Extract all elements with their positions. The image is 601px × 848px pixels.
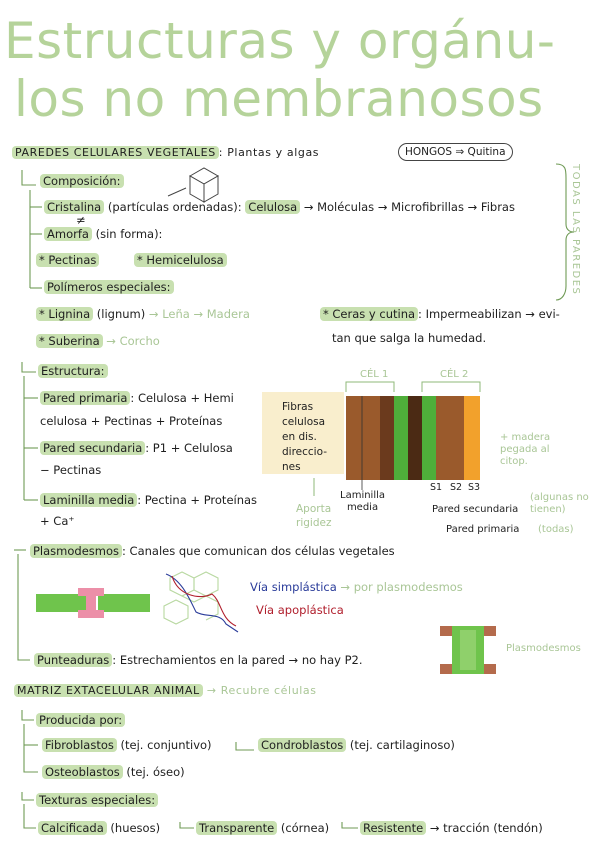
via-apoplastica: Vía apoplástica (256, 603, 344, 617)
lignina-note-3: citop. (500, 456, 528, 467)
laminilla-media-2: media (346, 502, 379, 513)
laminilla-media-diag (340, 490, 385, 514)
page-title-line2: los no membranosos (14, 70, 544, 128)
plasmodesmos-text: Plasmodesmos (30, 544, 122, 558)
resistente-text: Resistente (360, 821, 426, 835)
fibroblastos-row (42, 738, 212, 752)
laminilla-text: Laminilla media (40, 493, 137, 507)
matriz-header-text: MATRIZ EXTACELULAR ANIMAL (14, 684, 203, 697)
calcificada-row (38, 821, 160, 835)
condroblastos-row (258, 738, 455, 752)
hemicelulosa (134, 253, 227, 267)
punteaduras-text: Punteaduras (34, 653, 112, 667)
laminilla-desc2: + Ca⁺ (40, 514, 75, 528)
polimeros-text: Polímeros especiales: (44, 280, 174, 294)
pared-primaria-row (40, 391, 234, 405)
pared-primaria-text: Pared primaria (40, 391, 130, 405)
pectinas-text: * Pectinas (36, 253, 99, 267)
composicion-text: Composición: (40, 174, 124, 188)
polimeros-label (44, 280, 174, 294)
laminilla-media-1: Laminilla (340, 490, 386, 501)
plasmodesmos-desc: : Canales que comunican dos células vegetales (122, 544, 395, 558)
amorfa-desc: (sin forma): (95, 227, 163, 241)
lignina-arrow: → Leña → Madera (148, 307, 250, 321)
fibras-label (282, 400, 327, 475)
matriz-header-arrow: → Recubre células (206, 684, 317, 697)
plasmodesmos-side-label: Plasmodesmos (506, 643, 581, 654)
algunas-1: (algunas no (530, 492, 589, 503)
ceras-desc2: tan que salga la humedad. (332, 331, 487, 345)
composicion-label (40, 174, 124, 188)
osteoblastos-text: Osteoblastos (42, 765, 123, 779)
matriz-header (14, 684, 317, 698)
transparente-desc: (córnea) (280, 821, 330, 835)
resistente-row (360, 821, 543, 835)
via-simplastica-text: Vía simplástica (250, 580, 337, 594)
cel2-label: CÉL 2 (440, 369, 469, 380)
suberina-row (36, 334, 160, 348)
fibras-label-3: en dis. (282, 431, 317, 443)
texturas-label (36, 793, 158, 807)
condroblastos-desc: (tej. cartilaginoso) (349, 738, 455, 752)
punteaduras-row (34, 653, 363, 667)
todas-note: (todas) (538, 524, 574, 535)
aporta-1: Aporta (296, 503, 332, 515)
lignina-note-2: pegada al (500, 444, 550, 455)
paredes-header (12, 146, 319, 160)
ceras-row (320, 307, 560, 321)
ceras-desc: : Impermeabilizan → evi- (418, 307, 560, 321)
transparente-text: Transparente (196, 821, 277, 835)
paredes-header-text: PAREDES CELULARES VEGETALES (12, 146, 219, 159)
via-simplastica (250, 580, 463, 594)
texturas-text: Texturas especiales: (36, 793, 158, 807)
hongos-box: HONGOS ⇒ Quitina (398, 143, 513, 161)
pared-secundaria-diag: Pared secundaria (432, 504, 519, 515)
pared-secundaria-row (40, 441, 233, 455)
osteoblastos-row (42, 765, 185, 779)
lignina-desc: (lignum) (96, 307, 146, 321)
pared-secundaria-text: Pared secundaria (40, 441, 145, 455)
pectinas (36, 253, 99, 267)
fibras-label-5: nes (282, 461, 301, 473)
producida-text: Producida por: (36, 713, 125, 727)
laminilla-desc: : Pectina + Proteínas (137, 493, 258, 507)
osteoblastos-desc: (tej. óseo) (126, 765, 185, 779)
suberina-text: * Suberina (36, 334, 103, 348)
hemicelulosa-text: * Hemicelulosa (134, 253, 227, 267)
lignina-note-1: + madera (500, 432, 551, 443)
suberina-arrow: → Corcho (106, 334, 160, 348)
s2-label: S2 (450, 482, 463, 493)
punteaduras-desc: : Estrechamientos en la pared → no hay P2. (112, 653, 363, 667)
aporta-label (296, 502, 331, 530)
pared-secundaria-desc2: − Pectinas (40, 463, 102, 477)
via-simplastica-arrow: → por plasmodesmos (340, 580, 463, 594)
neq-symbol: ≠ (76, 213, 86, 227)
fibroblastos-text: Fibroblastos (42, 738, 117, 752)
lignina-note (500, 432, 550, 468)
algunas-2: tienen) (530, 504, 566, 515)
resistente-desc: → tracción (tendón) (429, 821, 543, 835)
paredes-header-suffix: : Plantas y algas (218, 146, 320, 159)
s3-label: S3 (468, 482, 481, 493)
fibras-label-4: direccio- (282, 446, 327, 458)
fibroblastos-desc: (tej. conjuntivo) (120, 738, 212, 752)
celulosa-chain: → Moléculas → Microfibrillas → Fibras (303, 200, 515, 214)
fibras-label-1: Fibras (282, 401, 314, 413)
cel1-label: CÉL 1 (360, 369, 389, 380)
fibras-label-2: celulosa (282, 416, 326, 428)
cristalina-row (44, 200, 515, 214)
ceras-text: * Ceras y cutina (320, 307, 418, 321)
producida-label (36, 713, 125, 727)
pared-primaria-desc2: celulosa + Pectinas + Proteínas (40, 414, 223, 428)
plasmodesmos-row (30, 544, 395, 558)
amorfa-text: Amorfa (44, 227, 92, 241)
cristalina-desc: (partículas ordenadas): (107, 200, 242, 214)
amorfa-row (44, 227, 162, 241)
calcificada-desc: (huesos) (110, 821, 161, 835)
aporta-2: rigidez (296, 517, 332, 529)
lignina-text: * Lignina (36, 307, 93, 321)
page-title-line1: Estructuras y orgánu- (4, 12, 556, 70)
algunas-note (530, 492, 589, 516)
celulosa-text: Celulosa (245, 200, 300, 214)
transparente-row (196, 821, 329, 835)
condroblastos-text: Condroblastos (258, 738, 346, 752)
pared-secundaria-desc: : P1 + Celulosa (145, 441, 233, 455)
estructura-label (38, 364, 108, 378)
estructura-text: Estructura: (38, 364, 108, 378)
todas-paredes-label: TODAS LAS PAREDES (570, 164, 581, 296)
laminilla-row (40, 493, 257, 507)
s1-label: S1 (430, 482, 443, 493)
calcificada-text: Calcificada (38, 821, 107, 835)
lignina-row (36, 307, 250, 321)
pared-primaria-desc: : Celulosa + Hemi (130, 391, 234, 405)
pared-primaria-diag: Pared primaria (446, 524, 520, 535)
cristalina-text: Cristalina (44, 200, 104, 214)
